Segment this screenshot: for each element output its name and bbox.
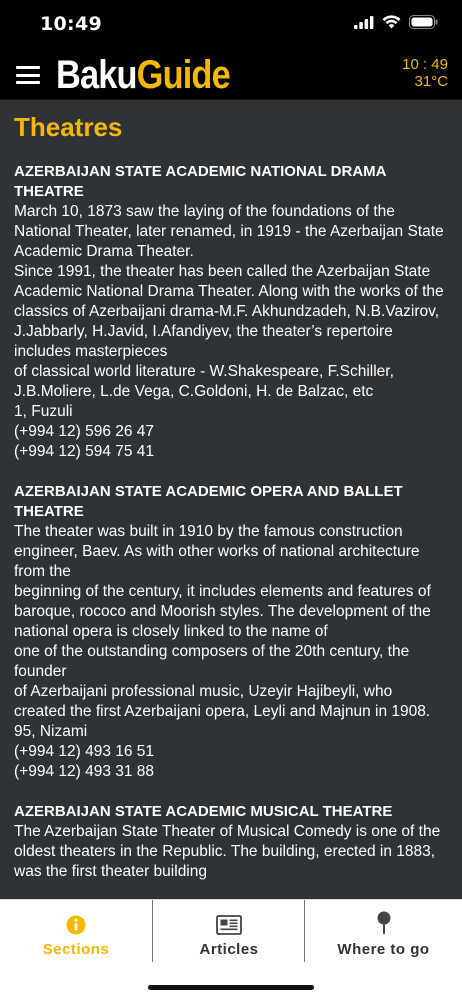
status-time: 10:49 — [40, 13, 102, 35]
battery-icon — [409, 15, 438, 29]
theatre-address: 1, Fuzuli — [14, 403, 73, 420]
status-bar — [0, 0, 462, 50]
header-time: 10 : 49 — [402, 56, 448, 73]
app-logo — [56, 53, 230, 97]
theatre-phone[interactable]: (+994 12) 493 16 51 — [14, 743, 155, 760]
logo-guide: Guide — [136, 53, 230, 97]
header-temperature: 31°C — [414, 73, 448, 90]
tab-sections[interactable] — [0, 900, 152, 964]
page-title: Theatres — [14, 112, 123, 142]
theatre-description: The Azerbaijan State Theater of Musical Comedy is one of the oldest theaters in the Republic. The building, erected in 1883, was the first theater building — [14, 823, 441, 880]
theatre-name: AZERBAIJAN STATE ACADEMIC MUSICAL THEATRE — [14, 803, 393, 820]
theatre-phone[interactable]: (+994 12) 493 31 88 — [14, 763, 155, 780]
info-circle-icon — [66, 915, 86, 935]
theatre-item — [14, 162, 448, 462]
logo-baku: Baku — [56, 53, 137, 97]
content-area[interactable] — [0, 100, 462, 899]
header-info — [402, 56, 448, 90]
app-header — [0, 50, 462, 100]
signal-icon — [354, 16, 374, 29]
theatre-address: 95, Nizami — [14, 723, 88, 740]
theatre-item — [14, 802, 448, 882]
theatre-description: The theater was built in 1910 by the famous construction engineer, Baev. As with other works of national architecture from the beginning of the century, it includes elements and features of baroque, rococo and Moorish styles. The development of the national opera is closely linked to the name of one of the outstanding composers of the 20th century, the founder of Azerbaijani professional music, Uzeyir Hajibeyli, who created the first Azerbaijani opera, Leyli and Majnun in 1908. — [14, 523, 431, 720]
theatre-item — [14, 482, 448, 782]
newspaper-icon — [216, 915, 242, 935]
tab-articles-label: Articles — [199, 941, 259, 958]
tab-where-to-go-label: Where to go — [337, 941, 430, 958]
theatre-phone[interactable]: (+994 12) 594 75 41 — [14, 443, 155, 460]
home-indicator — [148, 985, 314, 990]
status-icons — [354, 15, 438, 29]
menu-icon[interactable] — [16, 66, 40, 84]
tab-where-to-go[interactable] — [305, 900, 462, 964]
theatre-phone[interactable]: (+994 12) 596 26 47 — [14, 423, 155, 440]
theatre-description: March 10, 1873 saw the laying of the foundations of the National Theater, later renamed, in 1919 - the Azerbaijan State Academic Drama Theater. Since 1991, the theater has been called the Azerbaijan State Academic National Drama Theater. Along with the works of the classics of Azerbaijani drama-M.F. Akhundzadeh, N.B.Vazirov, J.Jabbarly, H.Javid, I.Afandiyev, the theater’s repertoire includes masterpieces of classical world literature - W.Shakespeare, F.Schiller, J.B.Moliere, L.de Vega, C.Goldoni, H. de Balzac, etc — [14, 203, 444, 400]
wifi-icon — [382, 15, 401, 29]
theatre-name: AZERBAIJAN STATE ACADEMIC OPERA AND BALLET THEATRE — [14, 483, 403, 520]
map-pin-icon — [376, 911, 392, 935]
tab-articles[interactable] — [153, 900, 305, 964]
theatre-name: AZERBAIJAN STATE ACADEMIC NATIONAL DRAMA THEATRE — [14, 163, 386, 200]
tab-sections-label: Sections — [42, 941, 110, 958]
